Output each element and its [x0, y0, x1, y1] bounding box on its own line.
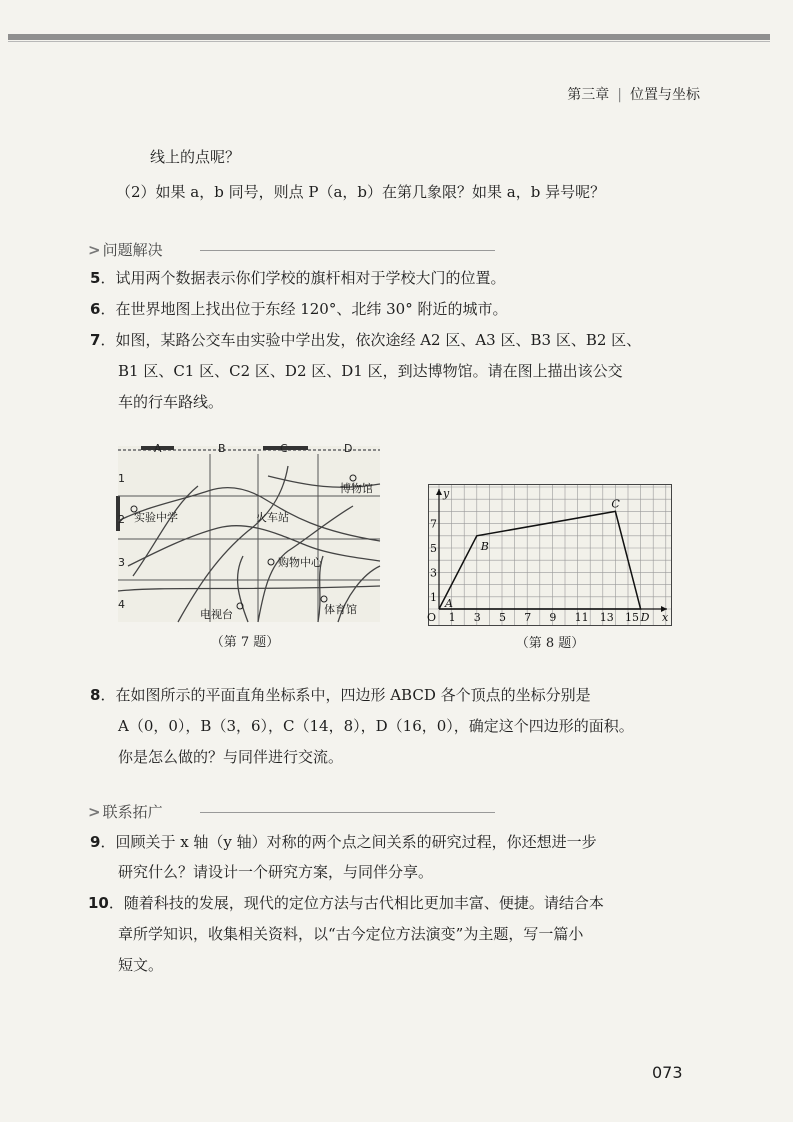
x-tick-label: 9 [549, 611, 557, 624]
map-figure-7 [118, 442, 380, 622]
y-tick-label: 7 [430, 517, 437, 531]
question-number: 7 [90, 331, 101, 349]
question-text: ．如图，某路公交车由实验中学出发，依次途经 A2 区、A3 区、B3 区、B2 区、 [100, 331, 642, 349]
question-text: ．在世界地图上找出位于东经 120°、北纬 30° 附近的城市。 [100, 300, 508, 318]
question-6 [90, 299, 507, 319]
x-tick-label: 3 [473, 611, 481, 624]
section-rule [200, 812, 495, 813]
section-title: 联系拓广 [102, 803, 163, 821]
label-tv: 电视台 [200, 608, 233, 621]
chart-figure-8 [428, 484, 672, 626]
col-label-c: C [280, 442, 288, 455]
x-tick-label: 7 [524, 611, 532, 624]
top-rule [8, 34, 770, 40]
caption-figure-7: （第 7 题） [210, 635, 280, 650]
x-tick-label: 13 [599, 611, 614, 624]
page-number: 073 [652, 1063, 683, 1082]
question-text: ．在如图所示的平面直角坐标系中，四边形 ABCD 各个顶点的坐标分别是 [100, 686, 591, 704]
question-number: 6 [90, 300, 101, 318]
x-axis-label: x [662, 611, 669, 624]
row-label-4: 4 [118, 598, 125, 611]
chapter-label: 第三章 [567, 87, 610, 103]
y-axis-arrow [436, 489, 442, 495]
question-10-line-3: 短文。 [118, 956, 164, 974]
col-label-d: D [344, 442, 353, 455]
x-tick-label: 1 [448, 611, 456, 624]
question-8 [90, 685, 591, 705]
label-museum: 博物馆 [340, 482, 373, 495]
question-8-line-2: A（0，0），B（3，6），C（14，8），D（16，0），确定这个四边形的面积。 [118, 717, 634, 735]
row-label-2: 2 [118, 513, 125, 526]
question-text: ．试用两个数据表示你们学校的旗杆相对于学校大门的位置。 [100, 269, 506, 287]
question-9-line-2: 研究什么？请设计一个研究方案，与同伴分享。 [118, 863, 434, 881]
point-label-d: D [640, 611, 650, 624]
continued-line: 线上的点呢？ [150, 148, 241, 166]
point-label-c: C [611, 497, 620, 511]
label-station: 火车站 [256, 511, 289, 524]
point-label-a: A [445, 597, 453, 610]
question-number: 9 [90, 833, 101, 851]
chevron-icon: > [88, 241, 101, 259]
caption-figure-8: （第 8 题） [515, 636, 585, 651]
x-tick-label: 5 [499, 611, 506, 624]
row-label-3: 3 [118, 556, 125, 569]
section-heading-problem-solving [88, 239, 163, 260]
y-tick-label: 3 [430, 566, 437, 580]
question-number: 5 [90, 269, 101, 287]
question-10 [88, 893, 604, 913]
sub-question-2: （2）如果 a，b 同号，则点 P（a，b）在第几象限？如果 a，b 异号呢？ [116, 183, 606, 201]
x-tick-label: 15 [625, 611, 639, 624]
question-number: 8 [90, 686, 101, 704]
top-rule-thin [8, 41, 770, 42]
section-rule [200, 250, 495, 251]
header-separator: | [617, 87, 622, 103]
y-axis-label: y [443, 487, 450, 500]
question-7-line-2: B1 区、C1 区、C2 区、D2 区、D1 区，到达博物馆。请在图上描出该公交 [118, 362, 623, 380]
question-9 [90, 832, 597, 852]
chevron-icon: > [88, 803, 101, 821]
col-label-a: A [154, 442, 162, 455]
question-text: ．回顾关于 x 轴（y 轴）对称的两个点之间关系的研究过程，你还想进一步 [100, 833, 597, 851]
question-10-line-2: 章所学知识，收集相关资料，以“古今定位方法演变”为主题，写一篇小 [118, 925, 584, 943]
question-7-line-3: 车的行车路线。 [118, 393, 224, 411]
row-label-1: 1 [118, 472, 125, 485]
point-label-o: O [427, 611, 437, 624]
section-heading-extension [88, 801, 163, 822]
question-5 [90, 268, 505, 288]
label-school: 实验中学 [134, 511, 178, 524]
question-8-line-3: 你是怎么做的？与同伴进行交流。 [118, 748, 344, 766]
question-7 [90, 330, 641, 350]
label-mall: 购物中心 [278, 556, 322, 569]
question-text: ．随着科技的发展，现代的定位方法与古代相比更加丰富、便捷。请结合本 [108, 894, 604, 912]
y-tick-label: 1 [430, 590, 437, 604]
x-tick-label: 11 [574, 611, 589, 624]
running-header [520, 84, 700, 104]
chapter-title: 位置与坐标 [630, 87, 700, 103]
label-stadium: 体育馆 [324, 603, 357, 616]
point-label-b: B [480, 539, 489, 553]
section-title: 问题解决 [102, 241, 163, 259]
question-number: 10 [88, 894, 109, 912]
y-tick-label: 5 [430, 542, 437, 555]
col-label-b: B [218, 442, 226, 455]
